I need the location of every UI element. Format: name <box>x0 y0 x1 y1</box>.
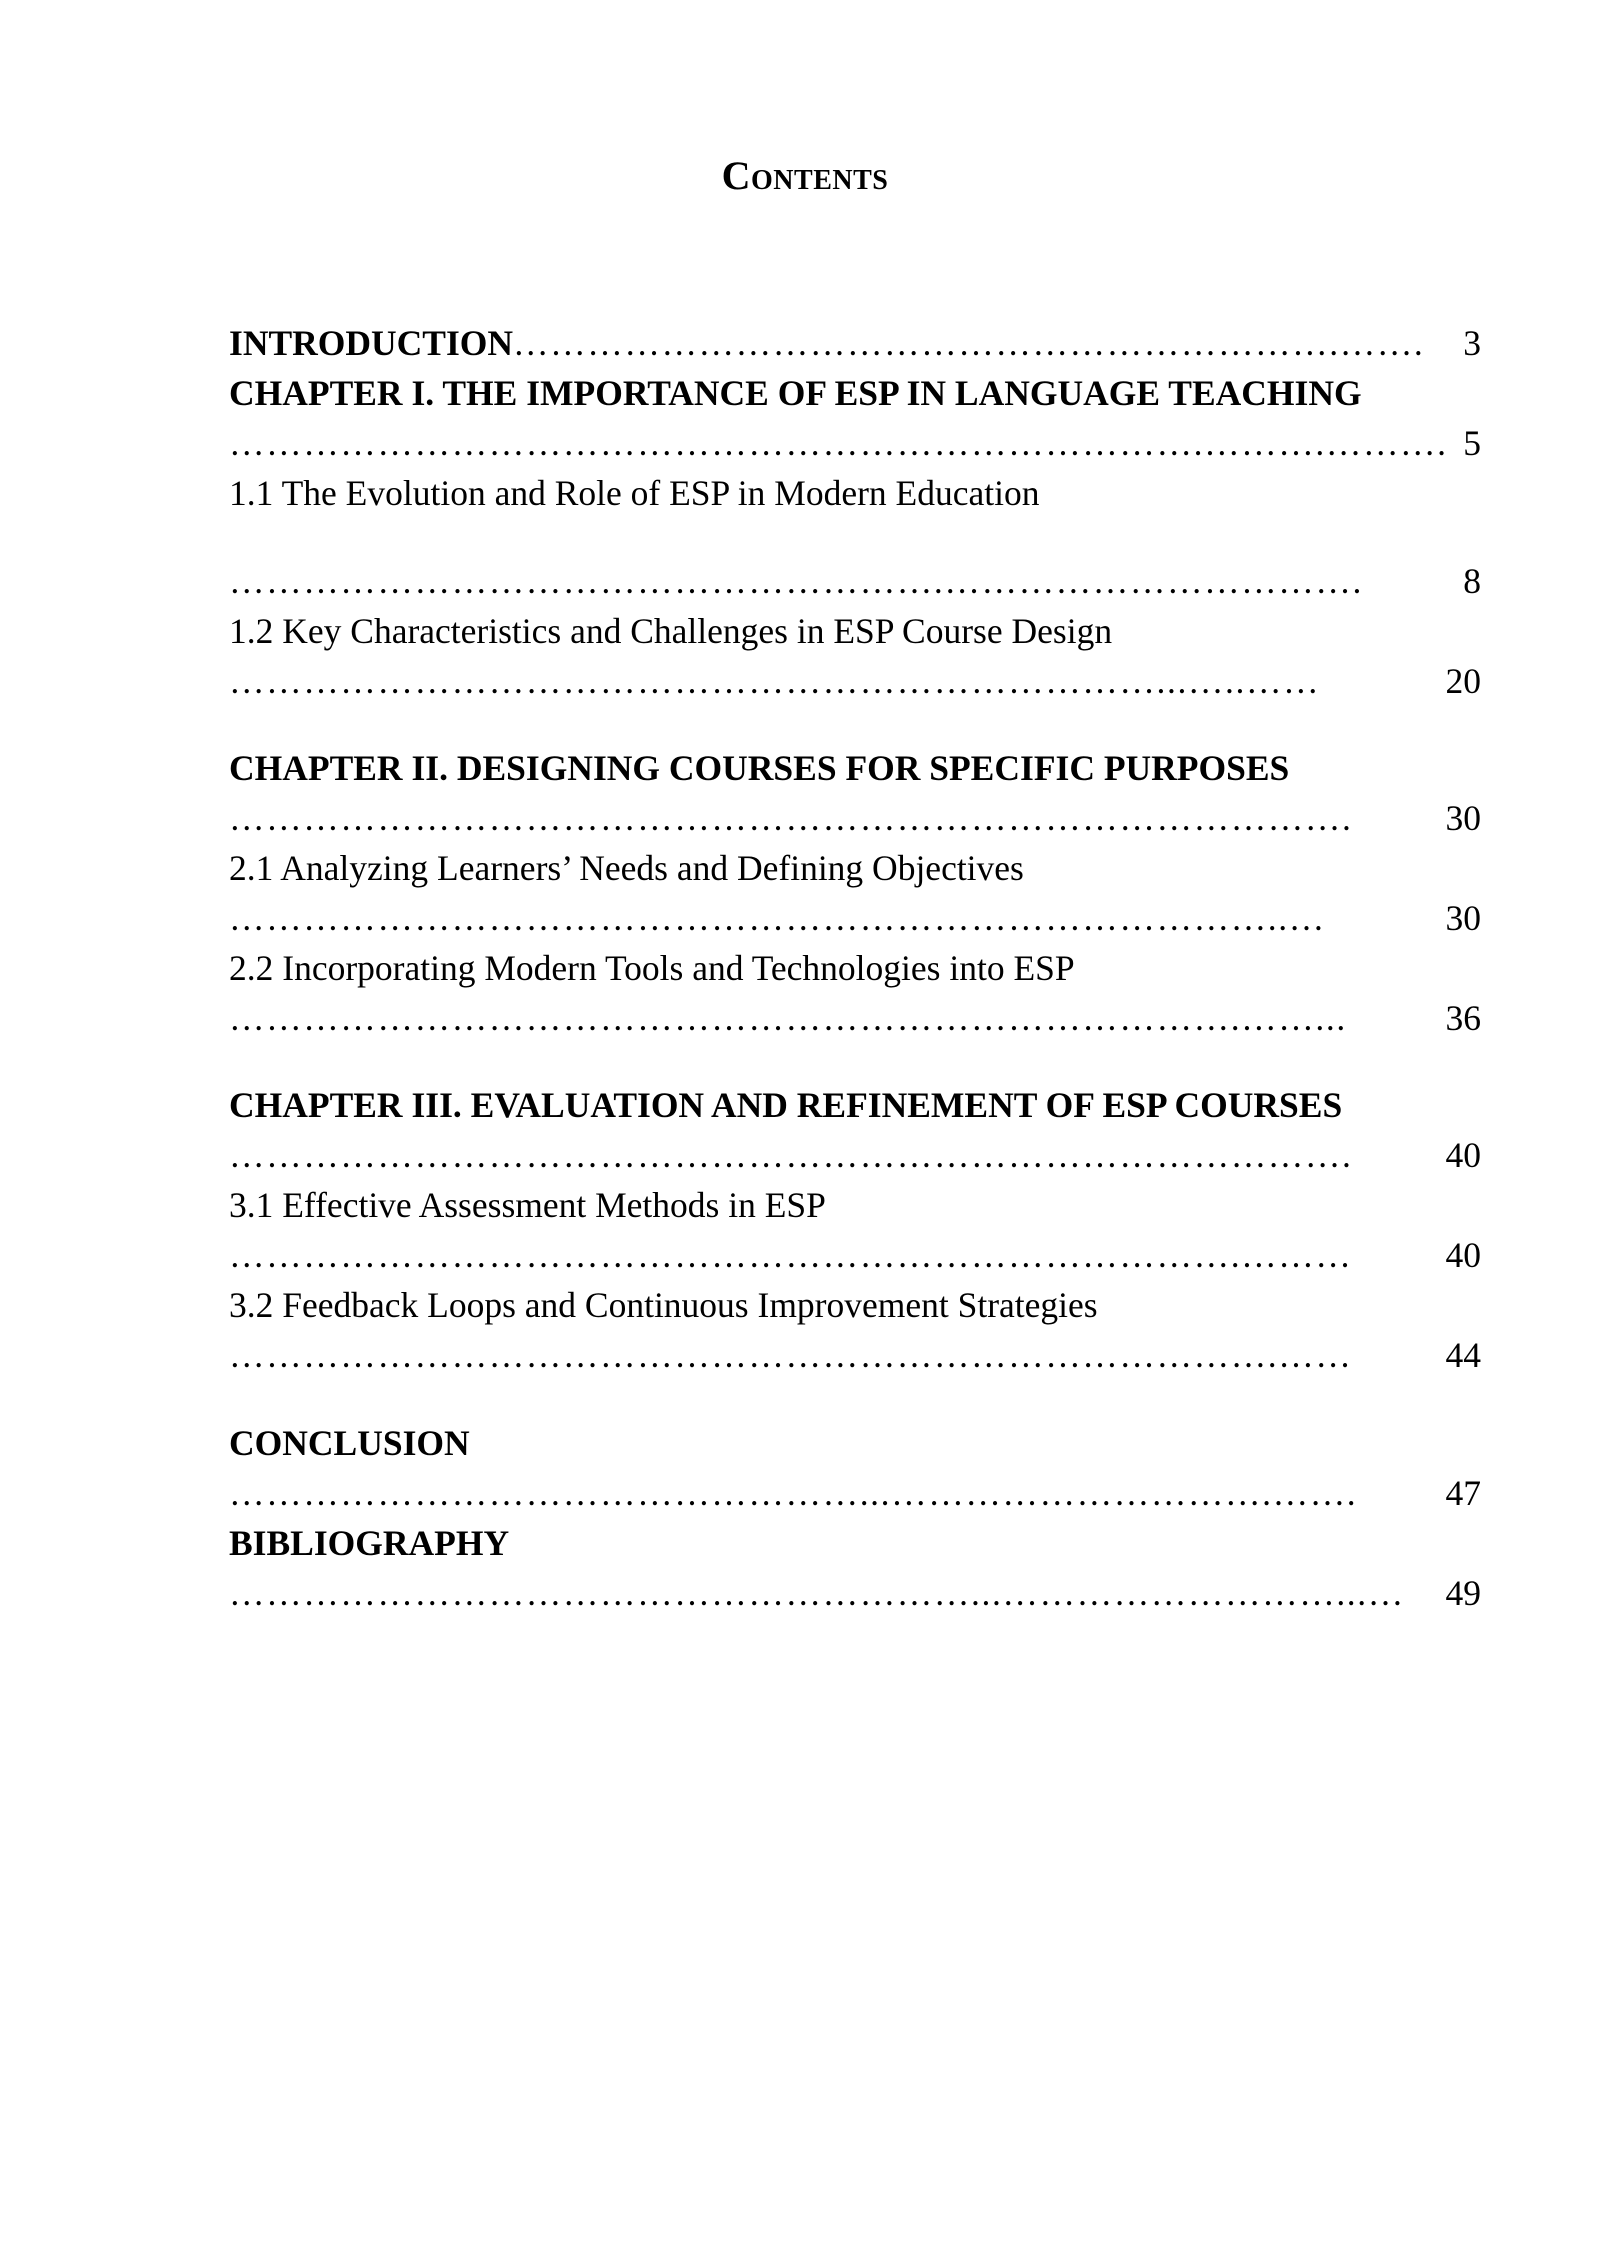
contents-title-rest: ONTENTS <box>751 165 889 196</box>
toc-page-section-2-2: 36 <box>1444 993 1482 1043</box>
toc-page-chapter2: 30 <box>1444 793 1482 843</box>
toc-leader-section-1-2: …………………………………………………………………...…..…… <box>229 661 1321 701</box>
toc-label-section-1-1[interactable]: 1.1 The Evolution and Role of ESP in Modern Education <box>229 473 1040 513</box>
toc-leader-section-3-1: ……………………………………………………………………….……… <box>229 1235 1353 1275</box>
toc-leader-introduction: ………………………………………………………….……. <box>513 323 1425 363</box>
toc-page-section-2-1: 30 <box>1444 893 1482 943</box>
toc-leader-bibliography: ……………………………………………………...………………………...… <box>229 1573 1405 1613</box>
toc-leader-conclusion: ……………………………………………...………………………….……. <box>229 1473 1358 1513</box>
toc-leader-row-chapter3 <box>229 1130 1481 1180</box>
contents-title-initial: C <box>721 153 752 198</box>
toc-leader-section-2-1: …………………………………………………………………………..… <box>229 898 1326 938</box>
contents-title <box>0 152 1600 199</box>
toc-page-section-3-2: 44 <box>1444 1330 1482 1380</box>
toc-leader-chapter2: ………………………………………………………………………………. <box>229 798 1353 838</box>
toc-leader-row-bibliography <box>229 1568 1481 1618</box>
toc-label-chapter3[interactable]: CHAPTER III. EVALUATION AND REFINEMENT OF ESP COURSES <box>229 1085 1343 1125</box>
toc-label-section-1-2[interactable]: 1.2 Key Characteristics and Challenges in ESP Course Design <box>229 611 1113 651</box>
toc-page-chapter1: 5 <box>1461 418 1481 468</box>
toc-leader-row-chapter1 <box>229 418 1481 468</box>
toc-leader-row-chapter2 <box>229 793 1481 843</box>
toc-leader-row-section-1-2 <box>229 656 1481 706</box>
toc-leader-chapter1: …………………………………………………………………….……….………. <box>229 423 1448 463</box>
toc-leader-row-section-2-1 <box>229 893 1481 943</box>
toc-label-section-2-1[interactable]: 2.1 Analyzing Learners’ Needs and Defining Objectives <box>229 848 1024 888</box>
toc-page-chapter3: 40 <box>1444 1130 1482 1180</box>
toc-label-bibliography[interactable]: BIBLIOGRAPHY <box>229 1523 510 1563</box>
toc-leader-section-1-1: ………………………………………………….……………………………. <box>229 561 1363 601</box>
toc-page-conclusion: 47 <box>1444 1468 1482 1518</box>
toc-leader-section-3-2: ………………………………………………………………………….…… <box>229 1335 1353 1375</box>
toc-leader-row-section-1-1 <box>229 556 1481 606</box>
toc-page-section-1-1: 8 <box>1461 556 1481 606</box>
toc-label-chapter1[interactable]: CHAPTER I. THE IMPORTANCE OF ESP IN LANGUAGE TEACHING <box>229 373 1362 413</box>
toc-label-introduction: INTRODUCTION <box>229 323 514 363</box>
toc-page-section-3-1: 40 <box>1444 1230 1482 1280</box>
toc-label-section-2-2[interactable]: 2.2 Incorporating Modern Tools and Technologies into ESP <box>229 948 1075 988</box>
toc-leader-row-section-3-2 <box>229 1330 1481 1380</box>
toc-page-section-1-2: 20 <box>1444 656 1482 706</box>
toc-leader-section-2-2: ……………………………………………………………………….……... <box>229 998 1347 1038</box>
toc-leader-row-conclusion <box>229 1468 1481 1518</box>
toc-label-conclusion[interactable]: CONCLUSION <box>229 1423 470 1463</box>
toc-page-introduction: 3 <box>1461 318 1481 368</box>
toc-leader-chapter3: ………………………………………………………………………………. <box>229 1135 1353 1175</box>
toc-leader-row-section-2-2 <box>229 993 1481 1043</box>
toc-label-section-3-2[interactable]: 3.2 Feedback Loops and Continuous Improvement Strategies <box>229 1285 1098 1325</box>
toc-entry-introduction[interactable] <box>229 318 1481 368</box>
toc-label-chapter2[interactable]: CHAPTER II. DESIGNING COURSES FOR SPECIFIC PURPOSES <box>229 748 1290 788</box>
toc-page-bibliography: 49 <box>1444 1568 1482 1618</box>
toc-label-section-3-1[interactable]: 3.1 Effective Assessment Methods in ESP <box>229 1185 826 1225</box>
toc-leader-row-section-3-1 <box>229 1230 1481 1280</box>
